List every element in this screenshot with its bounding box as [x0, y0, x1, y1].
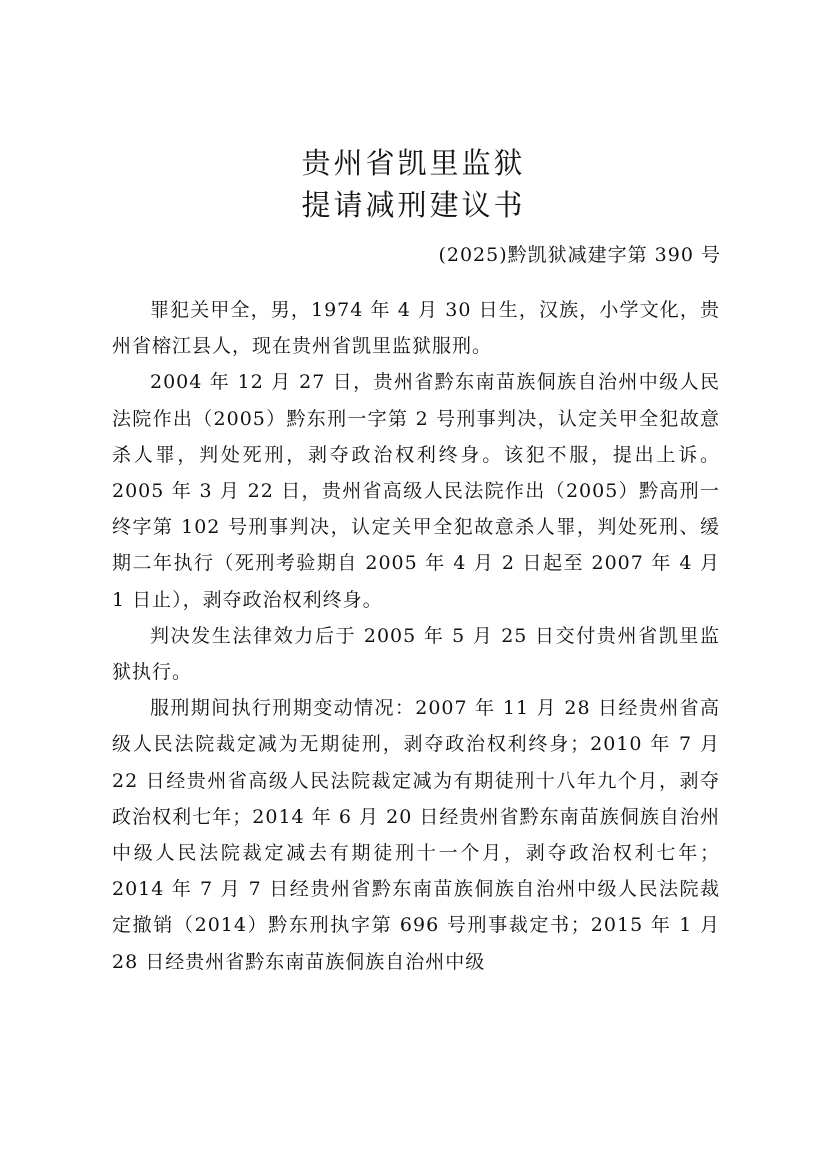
- paragraph-personal-info: 罪犯关甲全，男，1974 年 4 月 30 日生，汉族，小学文化，贵州省榕江县人，现在贵州省凯里监狱服刑。: [112, 299, 720, 358]
- document-number: (2025)黔凯狱减建字第 390 号: [438, 244, 721, 266]
- paragraph-sentence-changes: 服刑期间执行刑期变动情况：2007 年 11 月 28 日经贵州省高级人民法院裁定减为无期徒刑，剥夺政治权利终身；2010 年 7 月 22 日经贵州省高级人民法院裁定减为有期徒刑十八年九个月，剥夺政治权利七年；2014 年 6 月 20 日经贵州省黔东南苗族侗族自治州中级人民法院裁定减去有期徒刑十一个月，剥夺政治权利七年；2014 年 7 月 7 日经贵州省黔东南苗族侗族自治州中级人民法院裁定撤销（2014）黔东刑执字第 696 号刑事裁定书；2015 年 1 月 28 日经贵州省黔东南苗族侗族自治州中级: [112, 697, 720, 973]
- paragraph-execution-transfer: 判决发生法律效力后于 2005 年 5 月 25 日交付贵州省凯里监狱执行。: [112, 624, 720, 684]
- document-title-org: 贵州省凯里监狱: [301, 146, 526, 180]
- paragraph-judgment-history: 2004 年 12 月 27 日，贵州省黔东南苗族侗族自治州中级人民法院作出（2005）黔东刑一字第 2 号刑事判决，认定关甲全犯故意杀人罪，判处死刑，剥夺政治权利终身。该犯不服，提出上诉。2005 年 3 月 22 日，贵州省高级人民法院作出（2005）黔高刑一终字第 102 号刑事判决，认定关甲全犯故意杀人罪，判处死刑、缓期二年执行（死刑考验期自 2005 年 4 月 2 日起至 2007 年 4 月 1 日止），剥夺政治权利终身。: [112, 371, 720, 611]
- document-title-type: 提请减刑建议书: [301, 188, 526, 222]
- document-body: [112, 292, 720, 980]
